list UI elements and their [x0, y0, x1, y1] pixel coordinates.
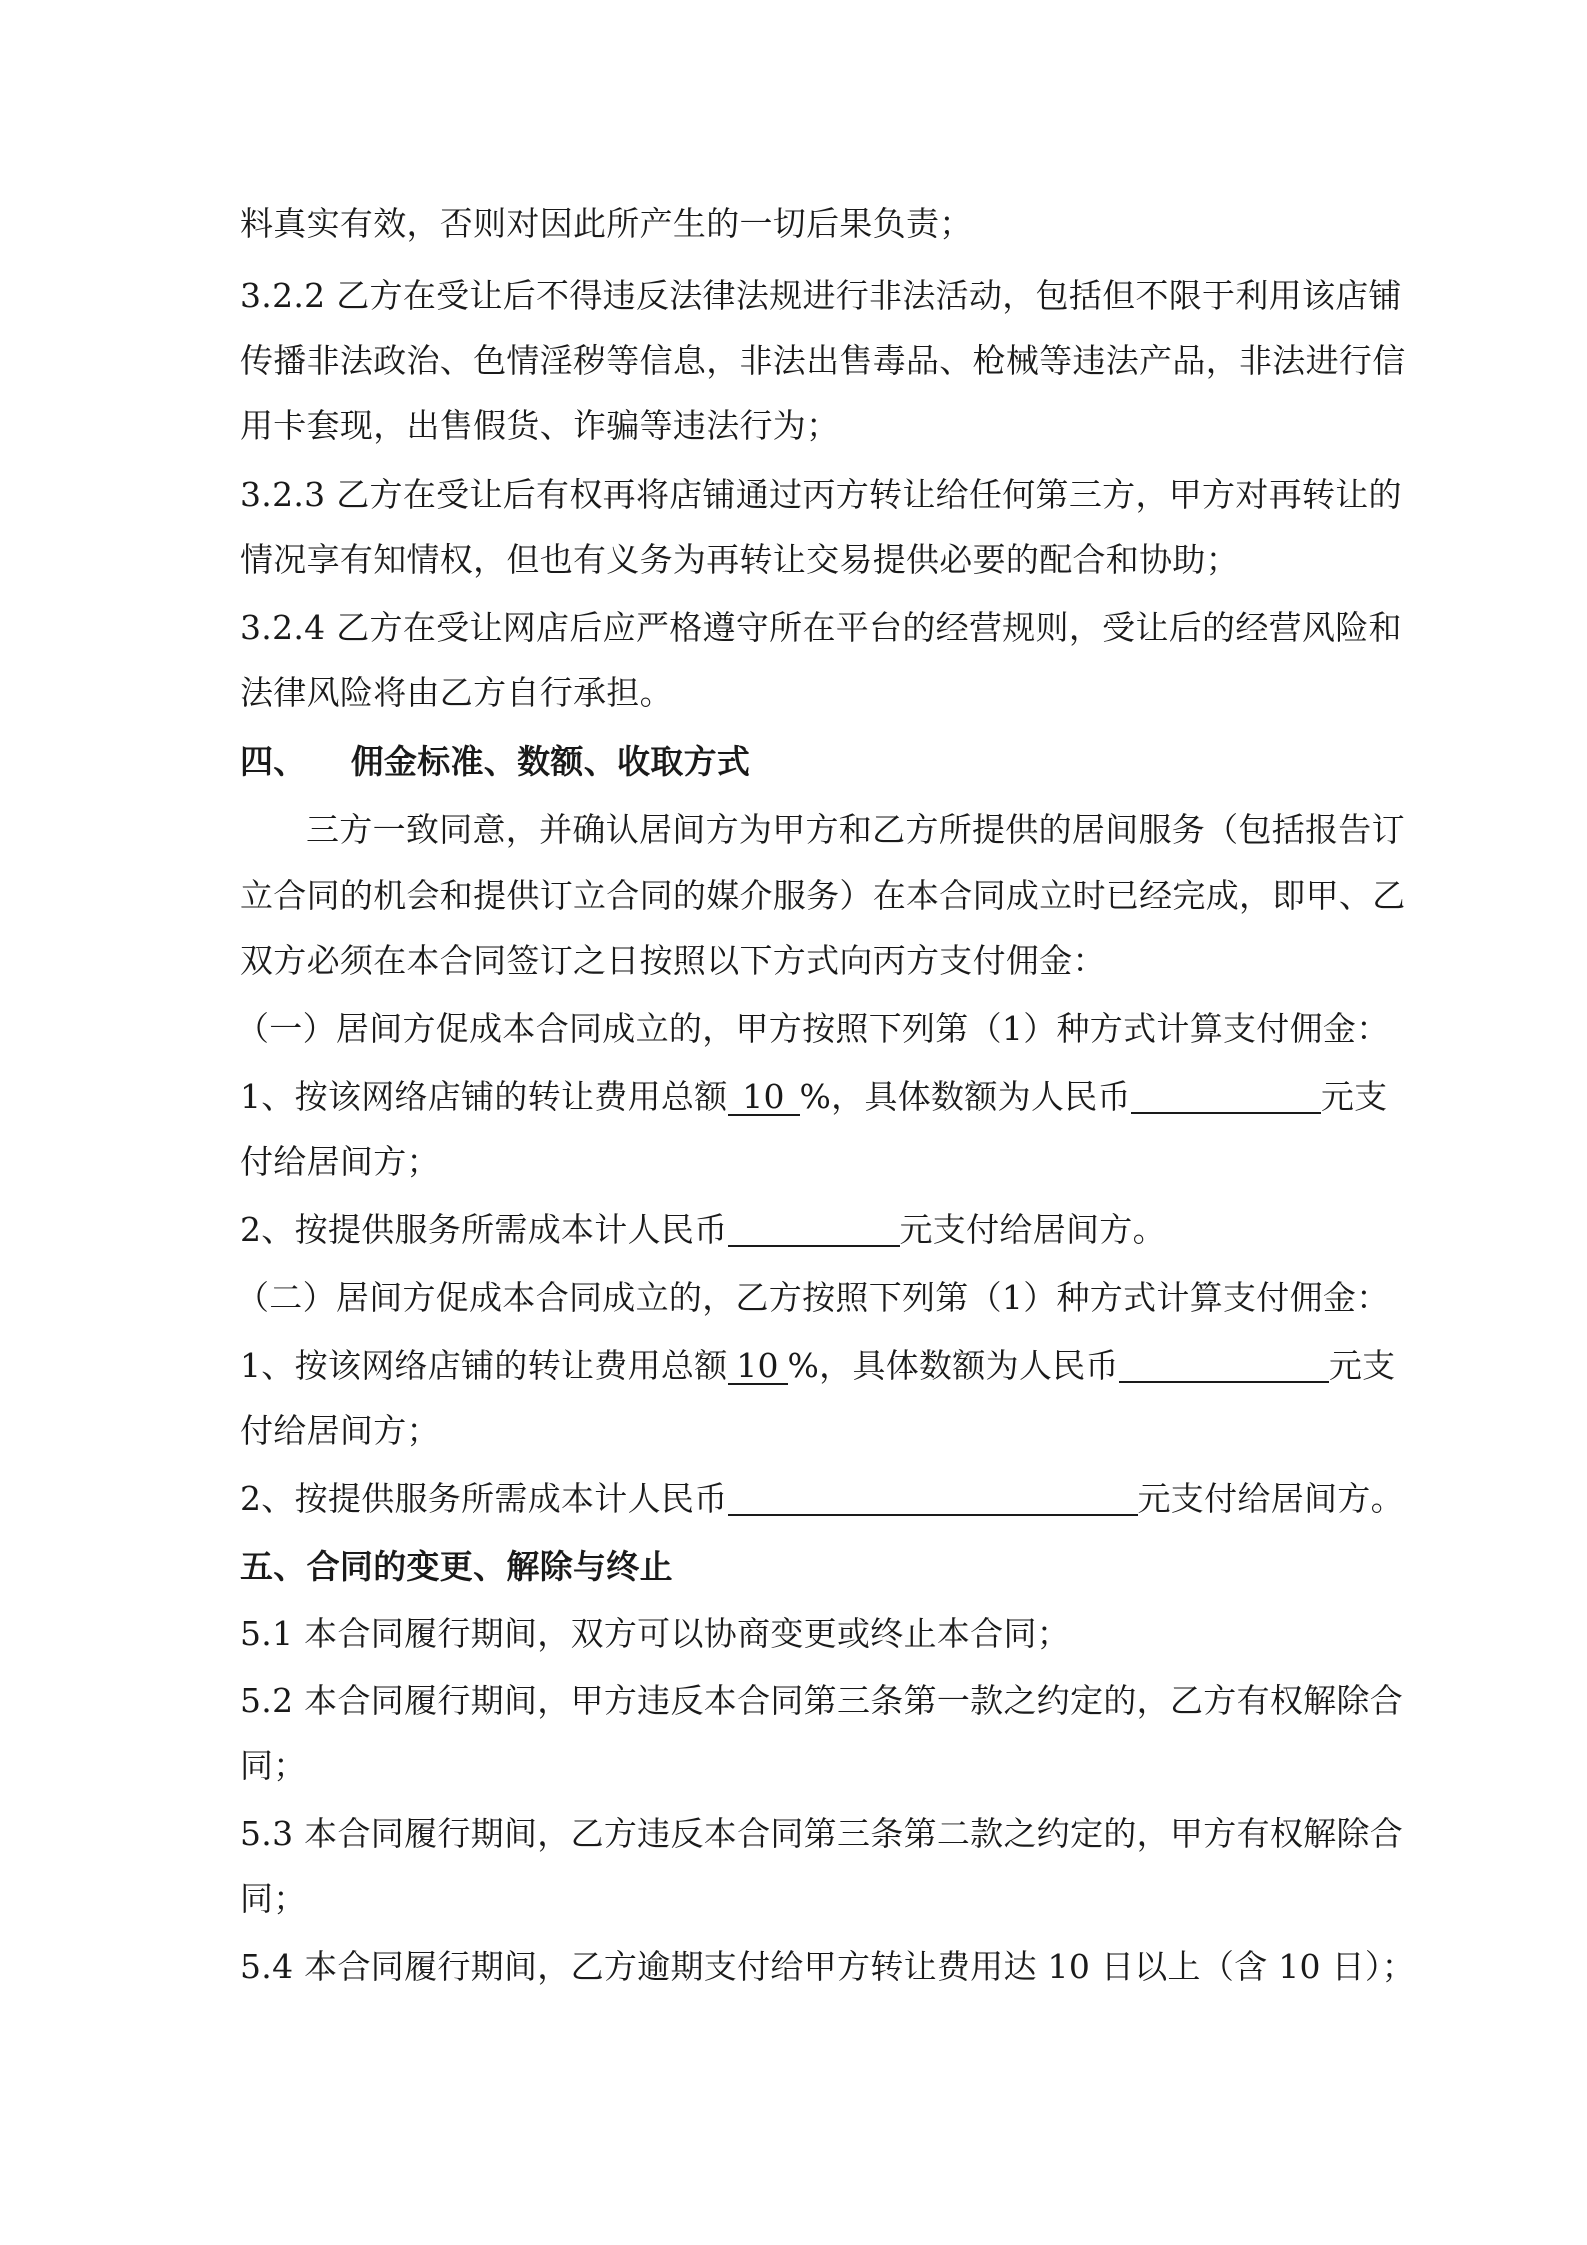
party-a-item-2: [240, 1206, 1347, 1254]
clause-5-4: 5.4 本合同履行期间，乙方逾期支付给甲方转让费用达 10 日以上（含 10 日）；: [240, 1947, 1416, 1986]
party-a-percent-blank: 10: [728, 1080, 800, 1116]
clause-5-1: 5.1 本合同履行期间，双方可以协商变更或终止本合同；: [240, 1614, 1071, 1653]
party-a-item-1-mid: %，具体数额为人民币: [799, 1077, 1131, 1116]
party-b-percent-blank: 10: [728, 1349, 788, 1385]
party-b-item-1-suffix: 元支: [1328, 1346, 1396, 1385]
party-b-heading: （二）居间方促成本合同成立的，乙方按照下列第（1）种方式计算支付佣金：: [236, 1278, 1390, 1317]
clause-3-2-2-line-2: 传播非法政治、色情淫秽等信息，非法出售毒品、枪械等违法产品，非法进行信: [240, 341, 1406, 380]
party-b-amount-blank: [1119, 1347, 1329, 1383]
party-a-item-2-suffix: 元支付给居间方。: [899, 1210, 1166, 1249]
party-a-item-1: [240, 1073, 1388, 1121]
party-b-item-1-line-2: 付给居间方；: [240, 1411, 440, 1450]
party-b-item-2-prefix: 2、按提供服务所需成本计人民币: [240, 1479, 728, 1518]
party-b-cost-blank: [728, 1480, 1138, 1516]
party-b-item-1-prefix: 1、按该网络店铺的转让费用总额: [240, 1346, 728, 1385]
section-4-number: 四、: [240, 742, 307, 781]
clause-5-3-line-2: 同；: [240, 1879, 307, 1918]
clause-3-2-3-line-2: 情况享有知情权，但也有义务为再转让交易提供必要的配合和协助；: [240, 540, 1239, 579]
clause-3-2-2-line-3: 用卡套现，出售假货、诈骗等违法行为；: [240, 406, 840, 445]
party-b-item-2: [240, 1475, 1404, 1523]
section-4-heading: [240, 738, 1347, 786]
party-b-item-2-suffix: 元支付给居间方。: [1137, 1479, 1404, 1518]
section-4-intro-line-3: 双方必须在本合同签订之日按照以下方式向丙方支付佣金：: [240, 941, 1106, 980]
section-4-intro-line-2: 立合同的机会和提供订立合同的媒介服务）在本合同成立时已经完成，即甲、乙: [240, 876, 1406, 915]
party-a-item-1-prefix: 1、按该网络店铺的转让费用总额: [240, 1077, 728, 1116]
party-a-item-1-line-2: 付给居间方；: [240, 1142, 440, 1181]
party-b-item-1-mid: %，具体数额为人民币: [787, 1346, 1119, 1385]
clause-5-3-line-1: 5.3 本合同履行期间，乙方违反本合同第三条第二款之约定的，甲方有权解除合: [240, 1814, 1404, 1853]
clause-3-2-2-line-1: 3.2.2 乙方在受让后不得违反法律法规进行非法活动，包括但不限于利用该店铺: [240, 276, 1402, 315]
party-a-heading: （一）居间方促成本合同成立的，甲方按照下列第（1）种方式计算支付佣金：: [236, 1009, 1390, 1048]
party-a-cost-blank: [728, 1211, 900, 1247]
clause-3-2-1-line-1: 料真实有效，否则对因此所产生的一切后果负责；: [240, 204, 973, 243]
party-a-amount-blank: [1131, 1078, 1321, 1114]
clause-3-2-4-line-1: 3.2.4 乙方在受让网店后应严格遵守所在平台的经营规则，受让后的经营风险和: [240, 608, 1402, 647]
section-4-title: 佣金标准、数额、收取方式: [350, 742, 751, 781]
section-5-heading: 五、合同的变更、解除与终止: [240, 1547, 673, 1586]
clause-5-2-line-2: 同；: [240, 1746, 307, 1785]
section-4-intro-line-1: 三方一致同意，并确认居间方为甲方和乙方所提供的居间服务（包括报告订: [306, 810, 1405, 849]
clause-3-2-4-line-2: 法律风险将由乙方自行承担。: [240, 673, 673, 712]
party-b-item-1: [240, 1342, 1396, 1390]
party-a-item-2-prefix: 2、按提供服务所需成本计人民币: [240, 1210, 728, 1249]
party-a-item-1-suffix: 元支: [1320, 1077, 1388, 1116]
clause-3-2-3-line-1: 3.2.3 乙方在受让后有权再将店铺通过丙方转让给任何第三方，甲方对再转让的: [240, 475, 1402, 514]
clause-5-2-line-1: 5.2 本合同履行期间，甲方违反本合同第三条第一款之约定的，乙方有权解除合: [240, 1681, 1404, 1720]
